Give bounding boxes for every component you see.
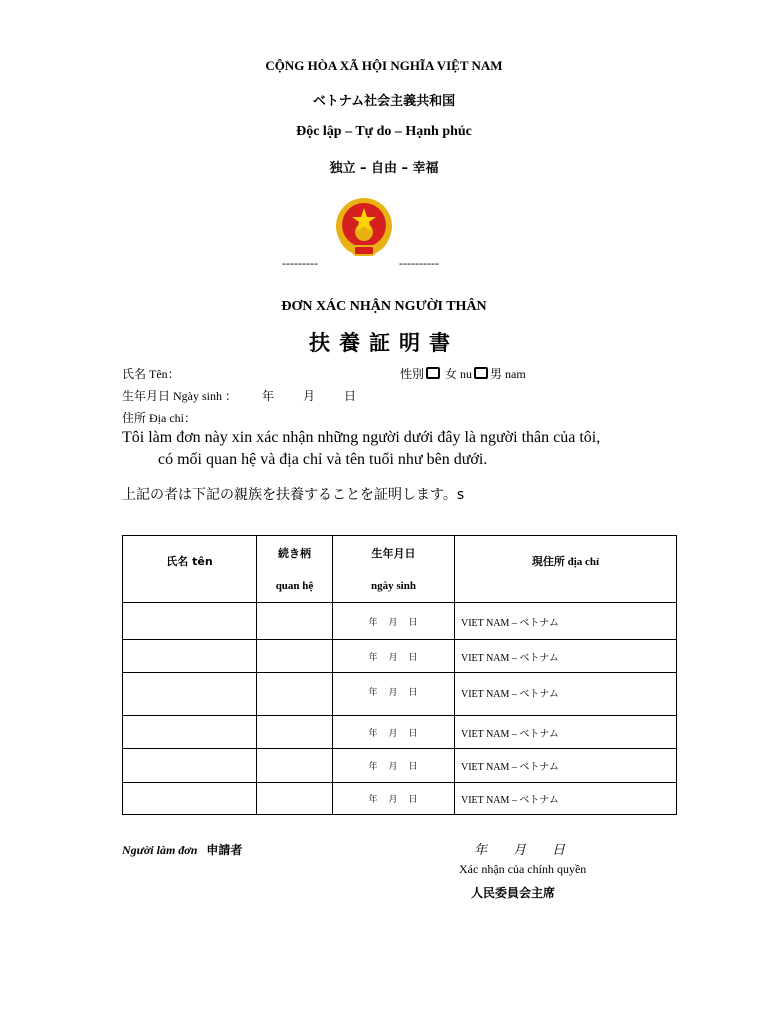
cell-address: VIET NAM – ベトナム — [455, 716, 677, 749]
document-title-jp: 扶養証明書 — [309, 331, 459, 355]
name-field-label: 氏名 Tên： — [122, 367, 180, 381]
male-label: 男 nam — [490, 367, 526, 381]
table-row — [123, 749, 677, 783]
dob-field — [122, 387, 356, 404]
header-motto-vn: Độc lập – Tự do – Hạnh phúc — [296, 124, 472, 139]
cell-name[interactable] — [123, 716, 257, 749]
col-header-relation: 続き柄 quan hệ — [257, 536, 333, 603]
applicant-signature — [122, 841, 242, 858]
statement-jp: 上記の者は下記の親族を扶養することを証明します。s — [122, 487, 465, 503]
header-dash-right: ---------- — [399, 256, 439, 270]
table-row — [123, 716, 677, 749]
cell-address: VIET NAM – ベトナム — [455, 603, 677, 640]
cell-relation[interactable] — [257, 640, 333, 673]
statement-vn-line1: Tôi làm đơn này xin xác nhận những người dưới đây là người thân của tôi, — [122, 429, 601, 446]
table-row — [123, 673, 677, 716]
cell-address: VIET NAM – ベトナム — [455, 749, 677, 783]
sig-year: 年 — [474, 843, 488, 858]
applicant-label-jp: 申請者 — [206, 843, 243, 857]
male-checkbox[interactable] — [474, 367, 488, 379]
cell-dob[interactable]: 年 月 日 — [333, 716, 455, 749]
gender-label: 性別 — [400, 367, 425, 381]
cell-dob[interactable]: 年 月 日 — [333, 783, 455, 815]
address-field-label: 住所 Địa chỉ： — [122, 411, 196, 425]
header-country-vn: CỘNG HÒA XÃ HỘI NGHĨA VIỆT NAM — [265, 58, 503, 73]
table-row — [123, 783, 677, 815]
col-header-address: 現住所 địa chỉ — [455, 536, 677, 603]
header-dash-left: --------- — [282, 256, 318, 270]
header-country-jp: ベトナム社会主義共和国 — [312, 94, 456, 109]
cell-relation[interactable] — [257, 673, 333, 716]
cell-dob[interactable]: 年 月 日 — [333, 640, 455, 673]
table-row — [123, 603, 677, 640]
col-header-name: 氏名 tên — [123, 536, 257, 603]
dob-day: 日 — [344, 389, 357, 403]
applicant-label-vn: Người làm đơn — [122, 843, 198, 857]
cell-dob[interactable]: 年 月 日 — [333, 603, 455, 640]
dob-year: 年 — [262, 389, 275, 403]
cell-name[interactable] — [123, 783, 257, 815]
statement-vn-line2: có mối quan hệ và địa chỉ và tên tuổi như bên dưới. — [158, 451, 488, 468]
cell-address: VIET NAM – ベトナム — [455, 673, 677, 716]
cell-dob[interactable]: 年 月 日 — [333, 673, 455, 716]
col-header-dob: 生年月日 ngày sinh — [333, 536, 455, 603]
cell-name[interactable] — [123, 640, 257, 673]
cell-address: VIET NAM – ベトナム — [455, 640, 677, 673]
dob-month: 月 — [303, 389, 316, 403]
document-title-vn: ĐƠN XÁC NHẬN NGƯỜI THÂN — [281, 299, 487, 314]
cell-dob[interactable]: 年 月 日 — [333, 749, 455, 783]
cell-name[interactable] — [123, 749, 257, 783]
national-emblem-icon — [328, 196, 400, 262]
cell-relation[interactable] — [257, 603, 333, 640]
relatives-table — [122, 535, 677, 815]
signature-date — [474, 839, 591, 858]
cell-relation[interactable] — [257, 783, 333, 815]
header-motto-jp: 独立 – 自由 – 幸福 — [329, 161, 439, 176]
table-header-row — [123, 536, 677, 603]
sig-day: 日 — [552, 843, 566, 858]
sig-month: 月 — [513, 843, 527, 858]
female-checkbox[interactable] — [426, 367, 440, 379]
cell-name[interactable] — [123, 603, 257, 640]
authority-confirmation: Xác nhận của chính quyền — [459, 862, 587, 876]
cell-relation[interactable] — [257, 716, 333, 749]
female-label: 女 nu — [445, 367, 473, 381]
gender-field — [400, 365, 526, 382]
cell-relation[interactable] — [257, 749, 333, 783]
committee-chair-label: 人民委員会主席 — [471, 886, 556, 900]
dob-label: 生年月日 Ngày sinh ： — [122, 389, 237, 403]
table-row — [123, 640, 677, 673]
cell-address: VIET NAM – ベトナム — [455, 783, 677, 815]
cell-name[interactable] — [123, 673, 257, 716]
